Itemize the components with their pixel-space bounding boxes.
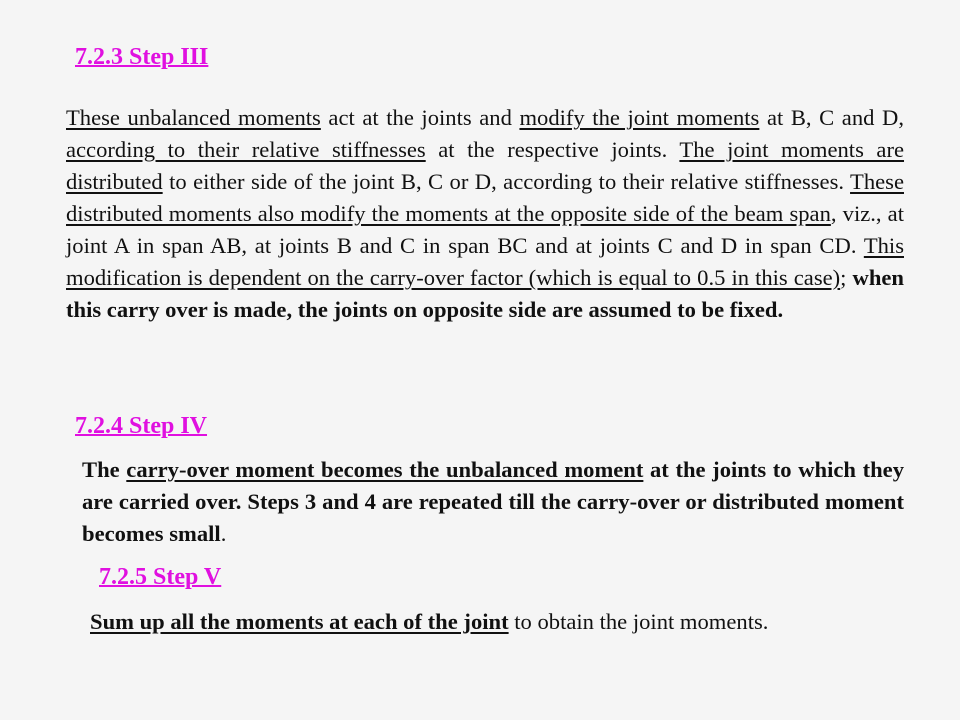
text-segment: . [220,521,227,546]
step-iv-paragraph [82,454,904,550]
text-segment: when this carry over is made, the joints on opposite side are assumed to be fixed. [66,265,904,322]
text-segment: This modification is dependent on the carry-over factor (which is equal to 0.5 in this case) [66,233,904,290]
text-segment: , viz., at joint A in span AB, at joints B and C in span BC and at joints C and D in span CD. [66,201,904,258]
text-segment: at B, C and D, [759,105,904,130]
text-segment: ; [840,265,853,290]
text-segment: The [82,457,127,482]
step-iii-paragraph [66,102,904,326]
text-segment: carry-over moment becomes the unbalanced moment [126,457,644,482]
text-segment: Sum up all the moments at each of the joint [90,609,509,634]
text-segment: These unbalanced moments [66,105,321,130]
section-heading-step-iii: 7.2.3 Step III [75,44,209,70]
text-segment: These distributed moments also modify the moments at the opposite side of the beam span [66,169,904,226]
text-segment: at the joints to which they are carried over. Steps 3 and 4 are repeated till the carry-over or distributed moment becomes small [82,457,905,546]
step-v-paragraph [90,606,888,638]
section-heading-step-iv: 7.2.4 Step IV [75,413,208,439]
section-heading-step-v: 7.2.5 Step V [99,564,222,590]
text-segment: The joint moments are distributed [66,137,905,194]
text-segment: at the respective joints. [425,137,680,162]
text-segment: act at the joints and [320,105,520,130]
text-segment: modify the joint moments [519,105,760,130]
text-segment: to either side of the joint B, C or D, according to their relative stiffnesses. [162,169,851,194]
text-segment: to obtain the joint moments. [508,609,769,634]
text-segment: according to their relative stiffnesses [66,137,426,162]
